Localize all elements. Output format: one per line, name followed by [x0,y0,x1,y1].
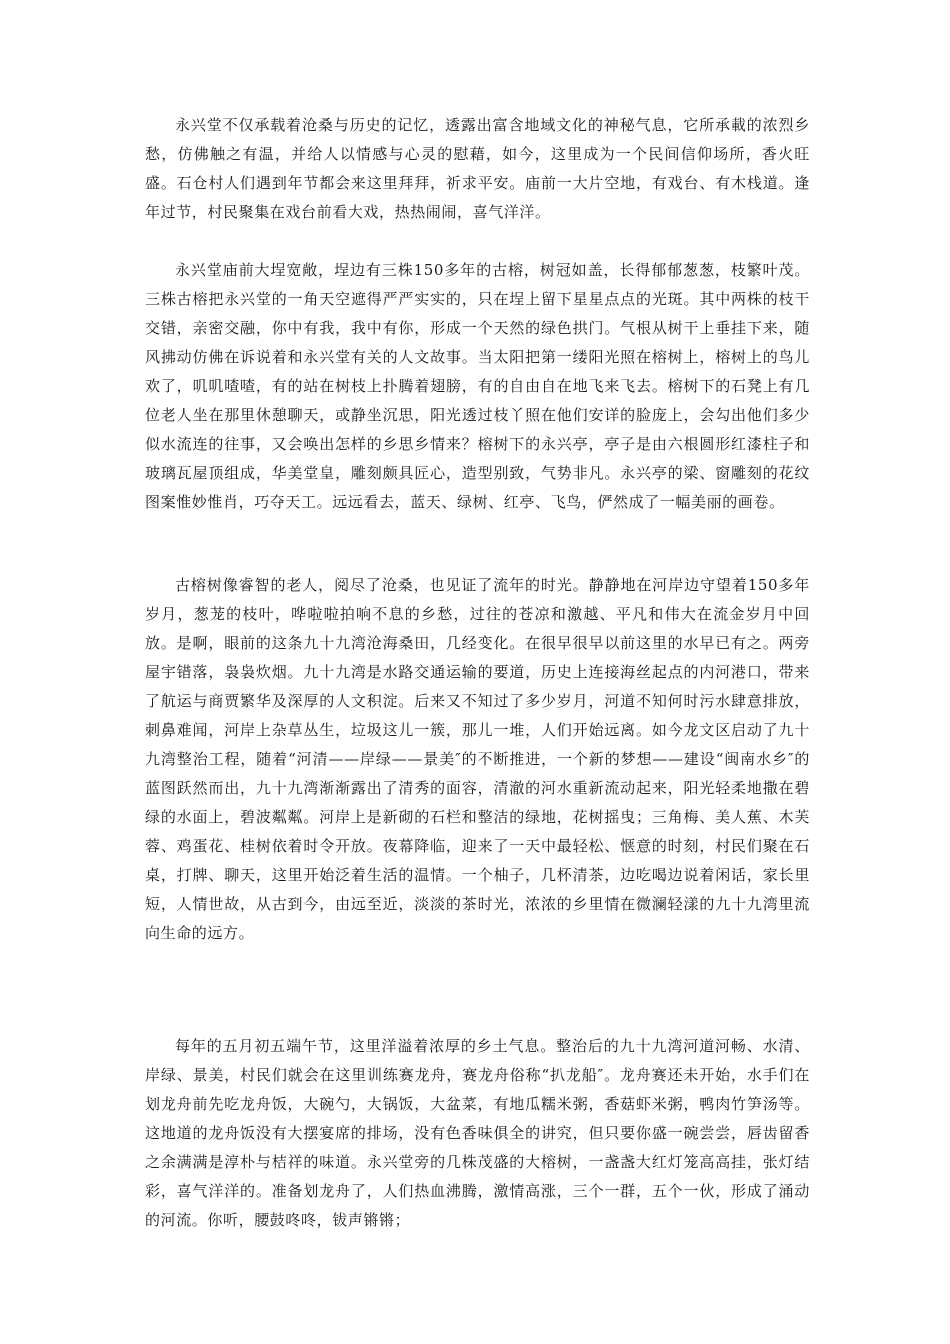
paragraph-block [145,256,810,517]
paragraph-block [145,571,810,948]
paragraph-banyan-trees: 永兴堂庙前大埕宽敞，埕边有三株150多年的古榕，树冠如盖，长得郁郁葱葱，枝繁叶茂。三株古榕把永兴堂的一角天空遮得严严实实的，只在埕上留下星星点点的光斑。其中两株的枝干交错，亲密交融，你中有我，我中有你，形成一个天然的绿色拱门。气根从树干上垂挂下来，随风拂动仿佛在诉说着和永兴堂有关的人文故事。当太阳把第一缕阳光照在榕树上，榕树上的鸟儿欢了，叽叽喳喳，有的站在树枝上扑腾着翅膀，有的自由自在地飞来飞去。榕树下的石凳上有几位老人坐在那里休憩聊天，或静坐沉思，阳光透过枝丫照在他们安详的脸庞上，会勾出他们多少似水流连的往事，又会唤出怎样的乡思乡情来？榕树下的永兴亭，亭子是由六根圆形红漆柱子和玻璃瓦屋顶组成，华美堂皇，雕刻颇具匠心，造型别致，气势非凡。永兴亭的梁、窗雕刻的花纹图案惟妙惟肖，巧夺天工。远远看去，蓝天、绿树、红亭、飞鸟，俨然成了一幅美丽的画卷。 [145,261,810,511]
paragraph-block [145,111,810,227]
paragraph-block [145,1032,810,1235]
paragraph-yongxingtang-memory: 永兴堂不仅承载着沧桑与历史的记忆，透露出富含地域文化的神秘气息，它所承載的浓烈乡愁，仿佛触之有温，并给人以情感与心灵的慰藉，如今，这里成为一个民间信仰场所，香火旺盛。石仓村人们遇到年节都会来这里拜拜，祈求平安。庙前一大片空地，有戏台、有木栈道。逢年过节，村民聚集在戏台前看大戏，热热闹闹，喜气洋洋。 [145,116,810,221]
paragraph-ninety-nine-bends: 古榕树像睿智的老人，阅尽了沧桑，也见证了流年的时光。静静地在河岸边守望着150多年岁月，葱茏的枝叶，哗啦啦拍响不息的乡愁，过往的苍凉和激越、平凡和伟大在流金岁月中回放。是啊，眼前的这条九十九湾沧海桑田，几经变化。在很早很早以前这里的水早已有之。两旁屋宇错落，袅袅炊烟。九十九湾是水路交通运输的要道，历史上连接海丝起点的内河港口，带来了航运与商贾繁华及深厚的人文积淀。后来又不知过了多少岁月，河道不知何时污水肆意排放，刺鼻难闻，河岸上杂草丛生，垃圾这儿一簇，那儿一堆，人们开始远离。如今龙文区启动了九十九湾整治工程，随着“河清——岸绿——景美″的不断推进，一个新的梦想——建设“闽南水乡″的蓝图跃然而出，九十九湾渐渐露出了清秀的面容，清澈的河水重新流动起来，阳光轻柔地撒在碧绿的水面上，碧波粼粼。河岸上是新砌的石栏和整洁的绿地，花树摇曳；三角梅、美人蕉、木芙蓉、鸡蛋花、桂树依着时令开放。夜幕降临，迎来了一天中最轻松、惬意的时刻，村民们聚在石桌，打牌、聊天，这里开始泛着生活的温情。一个柚子，几杯清茶，边吃喝边说着闲话，家长里短，人情世故，从古到今，由远至近，淡淡的茶时光，浓浓的乡里情在微澜轻漾的九十九湾里流向生命的远方。 [145,576,810,942]
paragraph-dragon-boat-festival: 每年的五月初五端午节，这里洋溢着浓厚的乡土气息。整治后的九十九湾河道河畅、水清、岸绿、景美，村民们就会在这里训练赛龙舟，赛龙舟俗称“扒龙船″。龙舟赛还未开始，水手们在划龙舟前先吃龙舟饭，大碗勺，大锅饭，大盆菜，有地瓜糯米粥，香菇虾米粥，鸭肉竹笋汤等。这地道的龙舟饭没有大摆宴席的排场，没有色香味俱全的讲究，但只要你盛一碗尝尝，唇齿留香之余满满是淳朴与桔祥的味道。永兴堂旁的几株茂盛的大榕树，一盏盏大红灯笼高高挂，张灯结彩，喜气洋洋的。准备划龙舟了，人们热血沸腾，激情高涨，三个一群，五个一伙，形成了涌动的河流。你听，腰鼓咚咚，钹声锵锵； [145,1037,810,1229]
